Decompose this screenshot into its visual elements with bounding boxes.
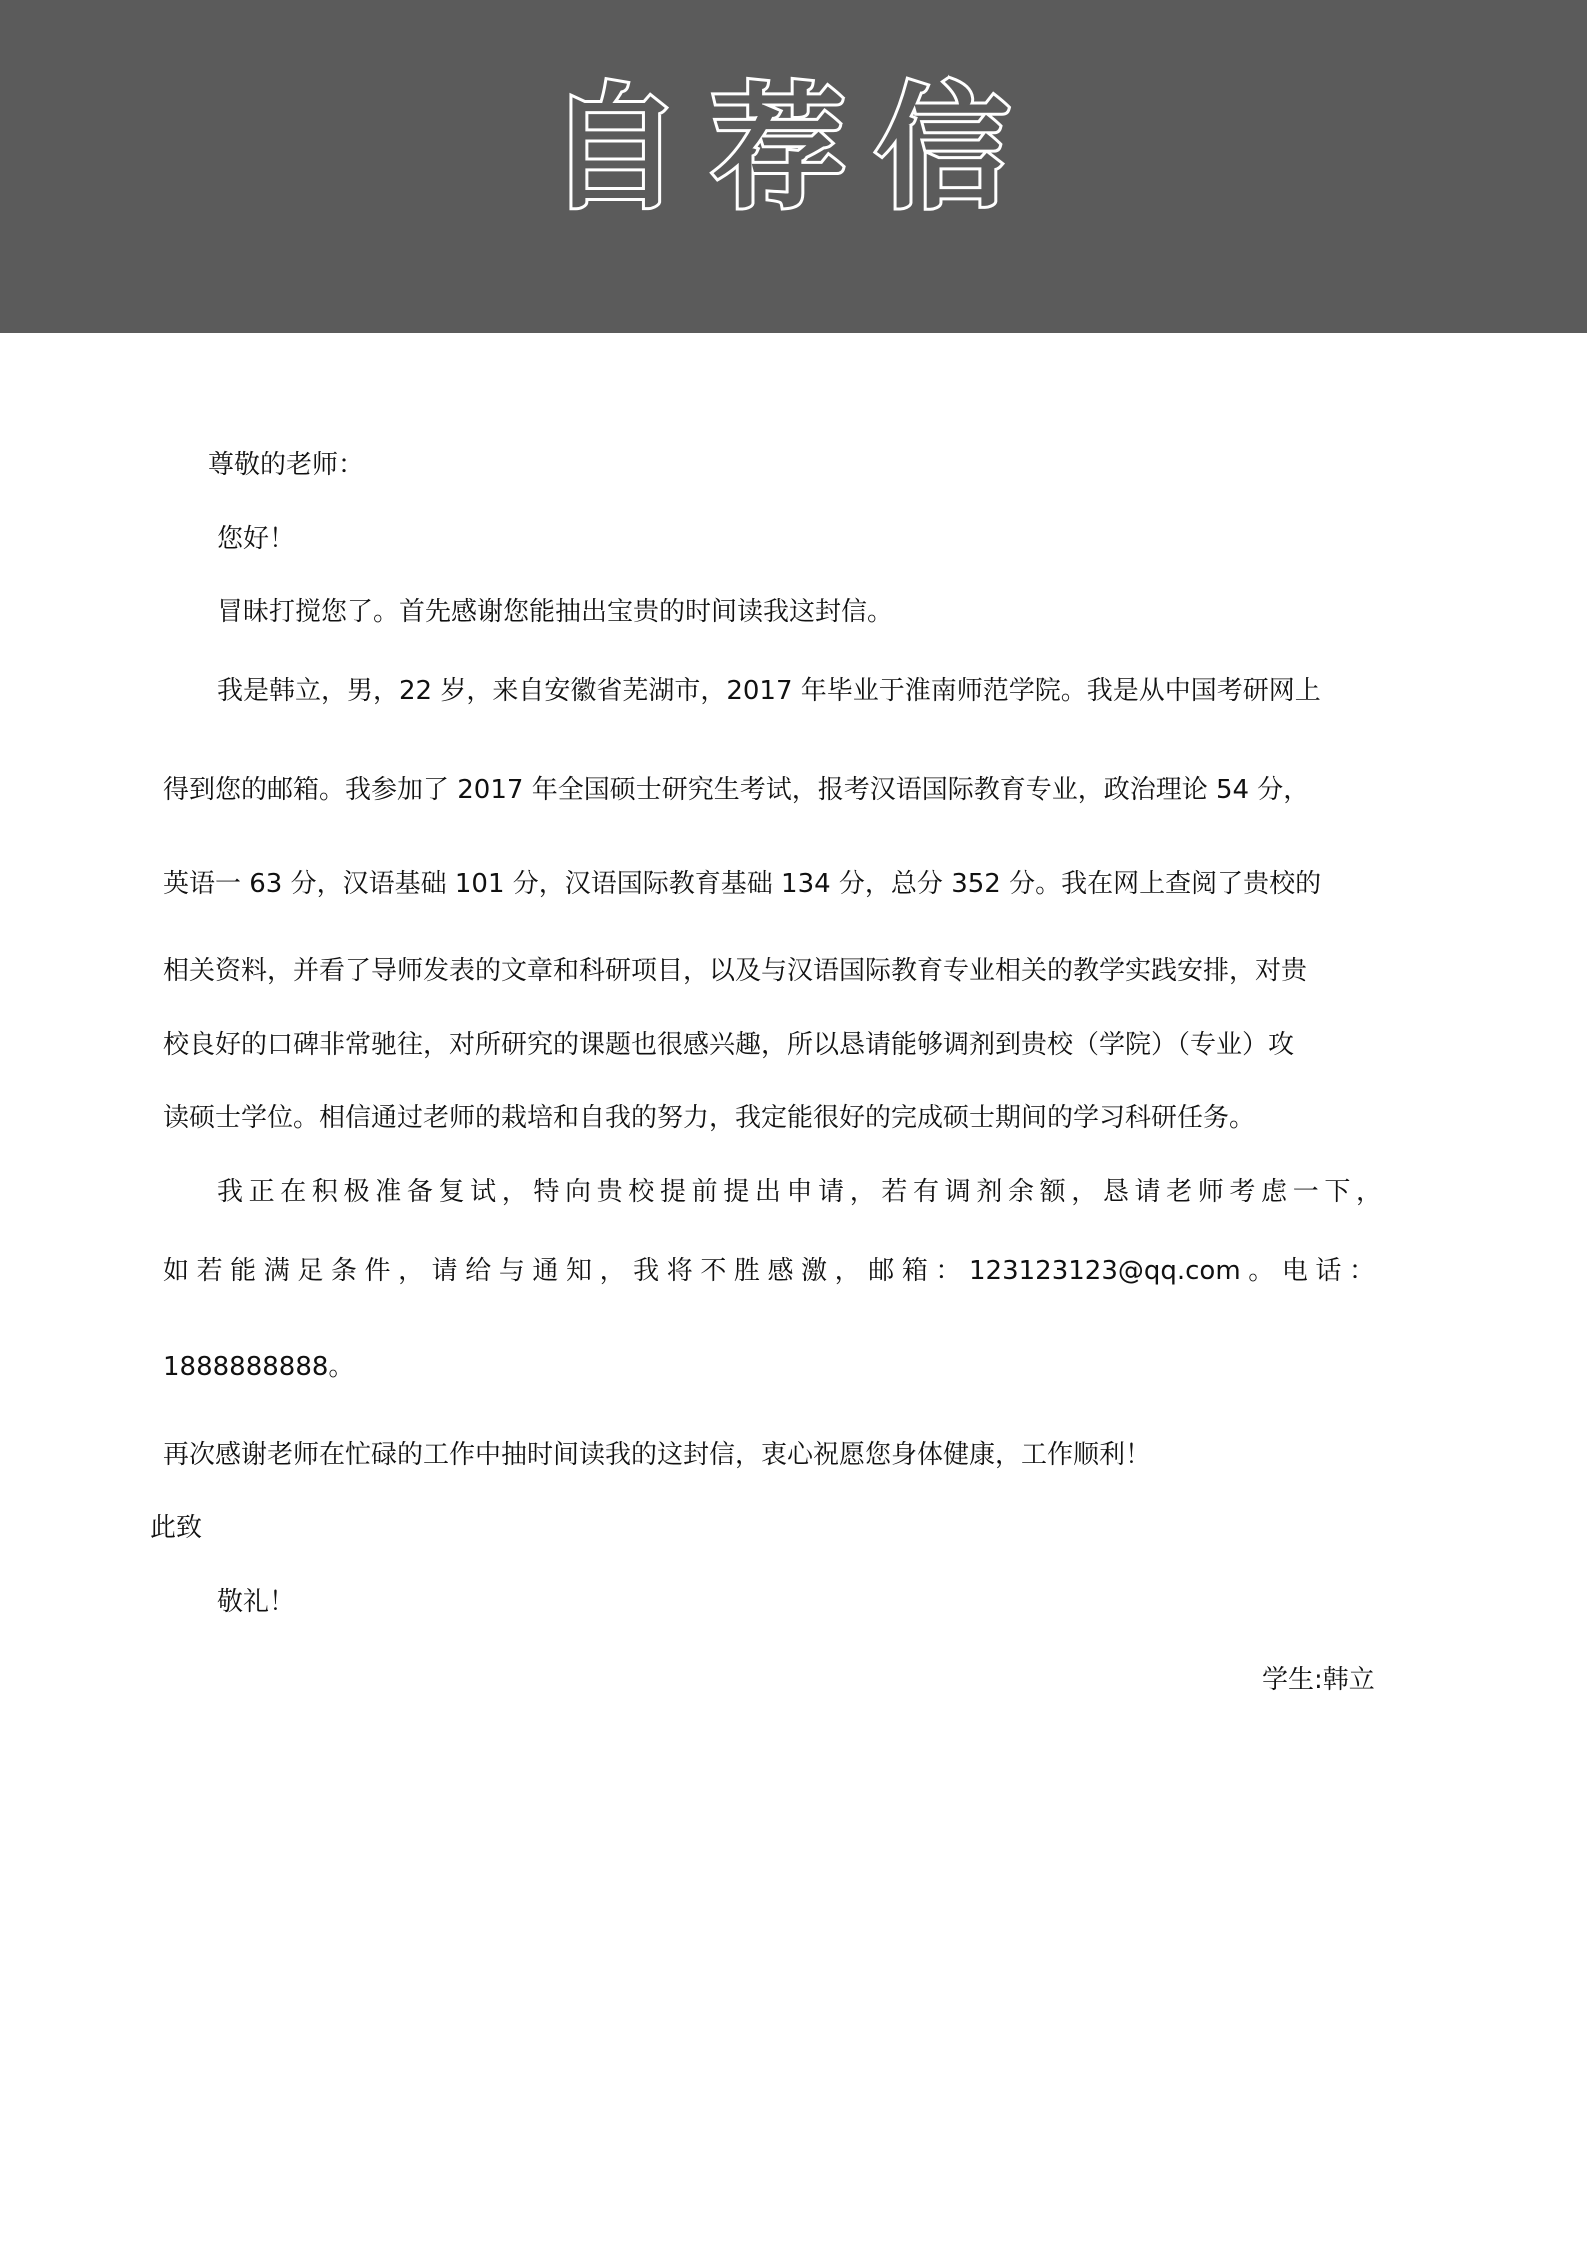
- paragraph-1-line: 我是韩立，男，22 岁，来自安徽省芜湖市，2017 年毕业于淮南师范学院。我是从中国考研网上: [217, 676, 1321, 706]
- paragraph-1-line: 校良好的口碑非常驰往，对所研究的课题也很感兴趣，所以恳请能够调剂到贵校（学院）（专业）攻: [163, 1030, 1295, 1060]
- paragraph-2-line: 如若能满足条件，请给与通知，我将不胜感激，邮箱：123123123@qq.com。电话：: [163, 1256, 1375, 1286]
- closing-ci-zhi: 此致: [150, 1513, 203, 1543]
- paragraph-1-line: 相关资料，并看了导师发表的文章和科研项目，以及与汉语国际教育专业相关的教学实践安排，对贵: [163, 956, 1308, 986]
- intro-line: 冒昧打搅您了。首先感谢您能抽出宝贵的时间读我这封信。: [217, 597, 894, 627]
- paragraph-1-line: 得到您的邮箱。我参加了 2017 年全国硕士研究生考试，报考汉语国际教育专业，政治理论 54 分，: [163, 775, 1310, 805]
- paragraph-1-line: 英语一 63 分，汉语基础 101 分，汉语国际教育基础 134 分，总分 352 分。我在网上查阅了贵校的: [163, 869, 1322, 899]
- letter-title: 自荐信: [547, 71, 1040, 227]
- closing-jing-li: 敬礼！: [217, 1587, 296, 1617]
- paragraph-2-line: 我正在积极准备复试，特向贵校提前提出申请，若有调剂余额，恳请老师考虑一下，: [217, 1177, 1382, 1207]
- signature: 学生:韩立: [1262, 1665, 1375, 1695]
- paragraph-2-line: 1888888888。: [163, 1352, 355, 1382]
- salutation: 尊敬的老师：: [208, 450, 365, 480]
- thanks-line: 再次感谢老师在忙碌的工作中抽时间读我的这封信，衷心祝愿您身体健康，工作顺利！: [163, 1440, 1152, 1470]
- paragraph-1-line: 读硕士学位。相信通过老师的栽培和自我的努力，我定能很好的完成硕士期间的学习科研任务。: [163, 1103, 1256, 1133]
- greeting: 您好！: [217, 524, 296, 554]
